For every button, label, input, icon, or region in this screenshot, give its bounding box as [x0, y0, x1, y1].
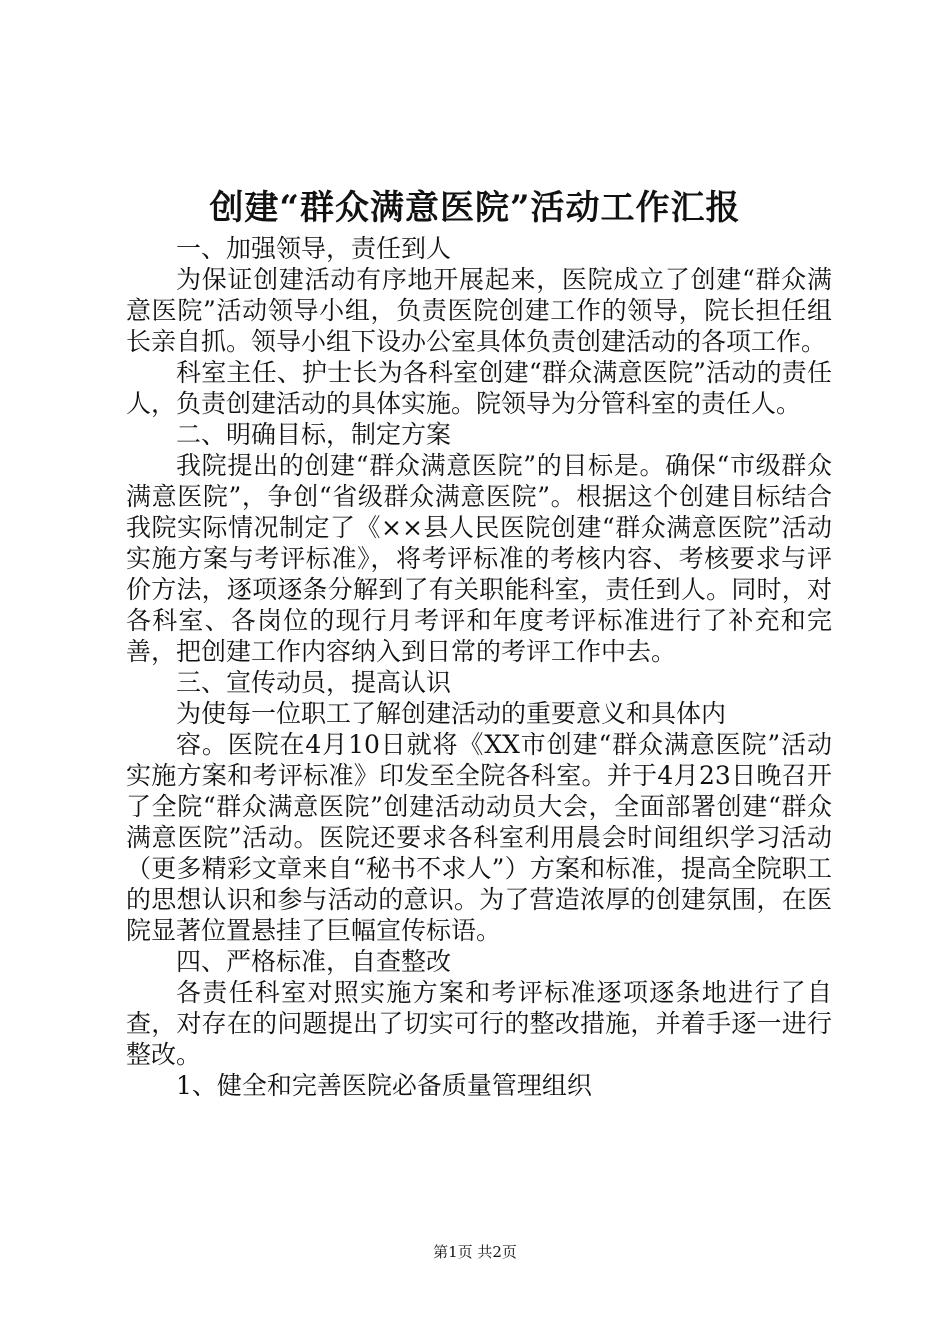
paragraph: 1、健全和完善医院必备质量管理组织	[176, 1071, 592, 1100]
document-body	[126, 233, 832, 1101]
document-title: 创建“群众满意医院”活动工作汇报	[209, 188, 741, 228]
section-heading-1: 一、加强领导，责任到人	[176, 234, 452, 263]
section-heading-3: 三、宣传动员，提高认识	[176, 668, 452, 697]
page-footer: 第1页 共2页	[433, 1243, 517, 1261]
paragraph: 容。医院在4月10日就将《XX市创建“群众满意医院”活动实施方案和考评标准》印发至全院各科室。并于4月23日晚召开了全院“群众满意医院”创建活动动员大会，全面部署创建“群众满意医院”活动。医院还要求各科室利用晨会时间组织学习活动（更多精彩文章来自“秘书不求人”）方案和标准，提高全院职工的思想认识和参与活动的意识。为了营造浓厚的创建氛围，在医院显著位置悬挂了巨幅宣传标语。	[126, 730, 832, 945]
paragraph: 为使每一位职工了解创建活动的重要意义和具体内	[176, 699, 727, 728]
paragraph: 我院提出的创建“群众满意医院”的目标是。确保“市级群众满意医院”，争创“省级群众满意医院”。根据这个创建目标结合我院实际情况制定了《××县人民医院创建“群众满意医院”活动实施方案与考评标准》，将考评标准的考核内容、考核要求与评价方法，逐项逐条分解到了有关职能科室，责任到人。同时，对各科室、各岗位的现行月考评和年度考评标准进行了补充和完善，把创建工作内容纳入到日常的考评工作中去。	[126, 451, 832, 666]
paragraph: 科室主任、护士长为各科室创建“群众满意医院”活动的责任人，负责创建活动的具体实施。院领导为分管科室的责任人。	[126, 358, 832, 418]
section-heading-2: 二、明确目标，制定方案	[176, 420, 452, 449]
paragraph: 各责任科室对照实施方案和考评标准逐项逐条地进行了自查，对存在的问题提出了切实可行的整改措施，并着手逐一进行整改。	[126, 978, 832, 1069]
paragraph: 为保证创建活动有序地开展起来，医院成立了创建“群众满意医院”活动领导小组，负责医院创建工作的领导，院长担任组长亲自抓。领导小组下设办公室具体负责创建活动的各项工作。	[126, 265, 832, 356]
section-heading-4: 四、严格标准，自查整改	[176, 947, 452, 976]
